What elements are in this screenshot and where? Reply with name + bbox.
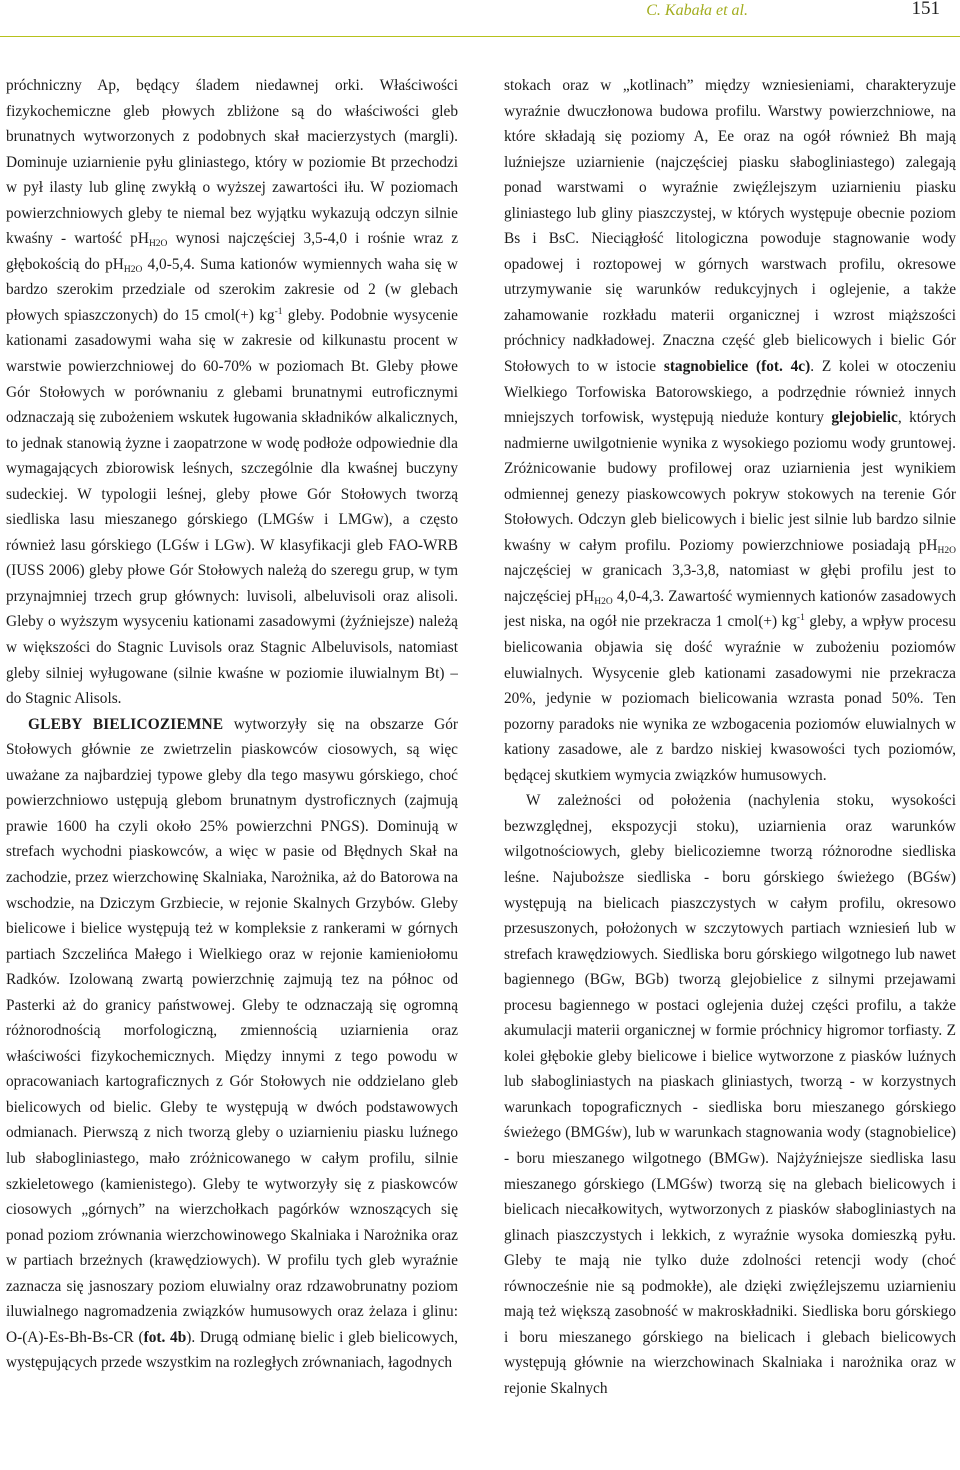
text-run: ). Drugą odmianę bielic i gleb bielicowych, występujących przede wszystkim na rozległych zrównaniach, łagodnych (6, 1328, 458, 1372)
text-run: wynosi najczęściej 3,5-4,0 i rośnie wraz z głębokością do pH (6, 230, 458, 273)
subscript: H2O (937, 545, 956, 556)
right-paragraph-1 (504, 73, 956, 788)
text-run: stokach oraz w „kotlinach” między wzniesieniami, charakteryzuje wyraźnie dwuczłonowa budowa profilu. Warstwy powierzchniowe, na które składają się poziomy A, Ee oraz na ogół również Bh mają luźniejsze uziarnienie (najczęściej piasku słabogliniastego) zalegają ponad warstwami o wyraźnie zwięźlejszym uziarnieniu piasku gliniastego lub gliny piaszczystej, w których występuje obecnie poziom Bs i BsC. Nieciągłość litologiczna powoduje stagnowanie wody opadowej i roztopowej w górnych warstwach profilu, okresowe utrzymywanie się warunków redukcyjnych i oglejenie, a także zahamowanie rozkładu materii organicznej i wzrost miąższości próchnicy nadkładowej. Znaczna część gleb bielicowych i bielic Gór Stołowych to w istocie (504, 77, 956, 376)
page-number: 151 (911, 0, 940, 19)
bold-term-stagnobielice: stagnobielice (fot. 4c) (663, 358, 811, 376)
text-run: 4,0-5,4. Suma kationów wymiennych waha się w bardzo szerokim przedziale od szerokim zakresie od 2 (w glebach płowych spiaszczonych) do 15 cmol(+) kg (6, 255, 458, 324)
superscript: -1 (274, 306, 283, 317)
header-authors: C. Kabała et al. (646, 2, 748, 19)
text-run: wytworzyły się na obszarze Gór Stołowych głównie ze zwietrzelin piaskowców ciosowych, są więc uważane za najbardziej typowe gleby dla tego masywu górskiego, choć powierzchniowo ustępują glebom brunatnym dystroficznych (zajmują prawie 1600 ha czyli około 25% powierzchni PNGS). Dominują w strefach wychodni piaskowców, a więc w pasie od Błędnych Skał na zachodzie, przez wierzchowinę Skalniaka, Narożnika, aż do Batorowa na wschodzie, na Dziczym Grzbiecie, w rejonie Skalnych Grzybów. Gleby bielicowe i bielice występują też w kompleksie z rankerami w górnych partiach Szczelińca Małego i Wielkiego oraz w rejonie kamieniołomu Radków. Izolowaną zwartą powierzchnię zajmują tez na północ od Pasterki aż do granicy państwowej. Gleby te odznaczają się ogromną różnorodnością morfologiczną, zmiennością uziarnienia oraz właściwości fizykochemicznych. Między innymi z tego powodu w opracowaniach kartograficznych z Gór Stołowych nie oddzielano gleb bielicowych od bielic. Gleby te występują w dwóch podstawowych odmianach. Pierwszą z nich tworzą gleby o uziarnieniu piasku luźnego lub słabogliniastego, mało zróżnicowanego w całym profilu, silnie szkieletowego (kamienistego). Gleby te wytworzyły się z piaskowców ciosowych „górnych” na wierzchołkach pagórków wznoszących się ponad poziom zrównania wierzchowinowego Skalniaka i Narożnika oraz w partiach brzeżnych (krawędziowych). W profilu tych gleb wyraźnie zaznacza się jasnoszary poziom eluwialny oraz rdzawobrunatny poziom iluwialnego nagromadzenia związków humusowych oraz żelaza i glinu: O-(A)-Es-Bh-Bs-CR ( (6, 715, 458, 1346)
right-column (504, 73, 956, 1468)
text-run: , których nadmierne uwilgotnienie wynika z wysokiego poziomu wody gruntowej. Zróżnicowanie budowy profilowej oraz uziarnienia jest wynikiem odmiennej genezy piaskowcowych pokryw stokowych na terenie Gór Stołowych. Odczyn gleb bielicowych i bielic jest silnie lub bardzo silnie kwaśny w całym profilu. Poziomy powierzchniowe posiadają pH (504, 409, 956, 554)
section-heading: GLEBY BIELICOZIEMNE (28, 715, 224, 733)
left-paragraph-1 (6, 73, 458, 712)
subscript: H2O (123, 264, 143, 275)
left-paragraph-2 (6, 712, 458, 1376)
text-run: najczęściej w granicach 3,3-3,8, natomiast w głębi profilu jest to najczęściej pH (504, 562, 956, 605)
superscript: -1 (796, 613, 805, 624)
subscript: H2O (594, 596, 613, 607)
text-run: próchniczny Ap, będący śladem niedawnej orki. Właściwości fizykochemiczne gleb płowych zbliżone są do właściwości gleb brunatnych wytworzonych z podobnych skał macierzystych (margli). Dominuje uziarnienie pyłu gliniastego, który w poziomie Bt przechodzi w pył ilasty lub glinę zwykłą o wyższej zawartości iłu. W poziomach powierzchniowych gleby te niemal bez wyjątku wykazują odczyn silnie kwaśny - wartość pH (6, 77, 458, 248)
text-run: gleby. Podobnie wysycenie kationami zasadowymi waha się w zakresie od kilkunastu procent w warstwie powierzchniowej do 60-70% w poziomach Bt. Gleby płowe Gór Stołowych w porównaniu z glebami brunatnymi eutroficznymi odznaczają się zubożeniem wskutek ługowania składników alkalicznych, to jednak stanowią żyzne i zaopatrzone w wodę podłoże odpowiednie dla wymagających zbiorowisk leśnych, szczególnie dla kwaśnej buczyny sudeckiej. W typologii leśnej, gleby płowe Gór Stołowych tworzą siedliska lasu mieszanego górskiego (LMGśw i LMGw), a często również lasu górskiego (LGśw i LGw). W klasyfikacji gleb FAO-WRB (IUSS 2006) gleby płowe Gór Stołowych należą do szeregu grup, w tym przynajmniej trzech grup głównych: luvisoli, albeluvisoli oraz alisoli. Gleby o wyższym wysyceniu kationami zasadowymi (żyźniejsze) należą w większości do Stagnic Luvisols oraz Stagnic Albeluvisols, natomiast gleby silniej wyługowane (silnie kwaśne w poziomie iluwialnym Bt) – do Stagnic Alisols. (6, 306, 458, 708)
photo-reference: fot. 4b (143, 1328, 187, 1346)
bold-term-glejobielic: glejobielic (831, 409, 898, 427)
subscript: H2O (148, 239, 168, 250)
right-paragraph-2: W zależności od położenia (nachylenia stoku, wysokości bezwzględnej, ekspozycji stoku), uziarnienia oraz warunków wilgotnościowych, gleby bielicoziemne tworzą różnorodne siedliska leśne. Najuboższe siedliska - boru górskiego świeżego (BGśw) występują na bielicach piaszczystych w całym profilu, okresowo przesuszonych, położonych w szczytowych partiach wzniesień lub w strefach krawędziowych. Siedliska boru górskiego wilgotnego lub nawet bagiennego (BGw, BGb) tworzą glejobielice z silnymi przejawami procesu bagiennego w postaci oglejenia dużej części profilu, a także akumulacji materii organicznej w formie próchnicy higromor torfiasty. Z kolei głębokie gleby bielicowe i bielice wytworzone z piasków luźnych lub słabogliniastych na piaskach gliniastych, tworzą - w korzystnych warunkach topograficznych - siedliska boru mieszanego górskiego świeżego (BMGśw), lub w warunkach stagnowania wody (stagnobielice) - boru mieszanego wilgotnego (BMGw). Najżyźniejsze siedliska lasu mieszanego górskiego (LMGśw) tworzą się na glebach bielicowych i bielicach niecałkowitych, wytworzonych z piasków słabogliniastych na glinach piaszczystych i lekkich, z wyraźnie wysoka domieszką pyłu. Gleby te mają nie tylko duże zdolności retencji wody (choć równocześnie nie są podmokłe), ale dzięki zwięźlejszemu uziarnieniu mają też większą zasobność w makroskładniki. Siedliska boru górskiego i boru mieszanego górskiego na bielicach i glebach bielicowych występują głównie na wierzchowinach Skalniaka i narożnika oraz w rejonie Skalnych (504, 792, 956, 1397)
left-column (6, 73, 458, 1468)
text-run: . Z kolei w otoczeniu Wielkiego Torfowiska Batorowskiego, a podrzędnie również innych mniejszych torfowisk, występują nieduże kontury (504, 358, 956, 427)
running-header (0, 0, 960, 40)
text-run: gleby, a wpływ procesu bielicowania objawia się dość wyraźnie w zubożeniu poziomów eluwialnych. Wysycenie gleb kationami zasadowymi nie przekracza 20%, jedynie w poziomach bielicowania wzrasta ponad 50%. Ten pozorny paradoks nie wynika ze wzbogacenia poziomów eluwialnych w kationy zasadowe, ale z bardzo niskiej kwasowości tych poziomów, będącej skutkiem wymycia związków humusowych. (504, 613, 956, 784)
header-rule (0, 36, 960, 37)
text-run: 4,0-4,3. Zawartość wymiennych kationów zasadowych jest niska, na ogół nie przekracza 1 cmol(+) kg (504, 587, 956, 631)
